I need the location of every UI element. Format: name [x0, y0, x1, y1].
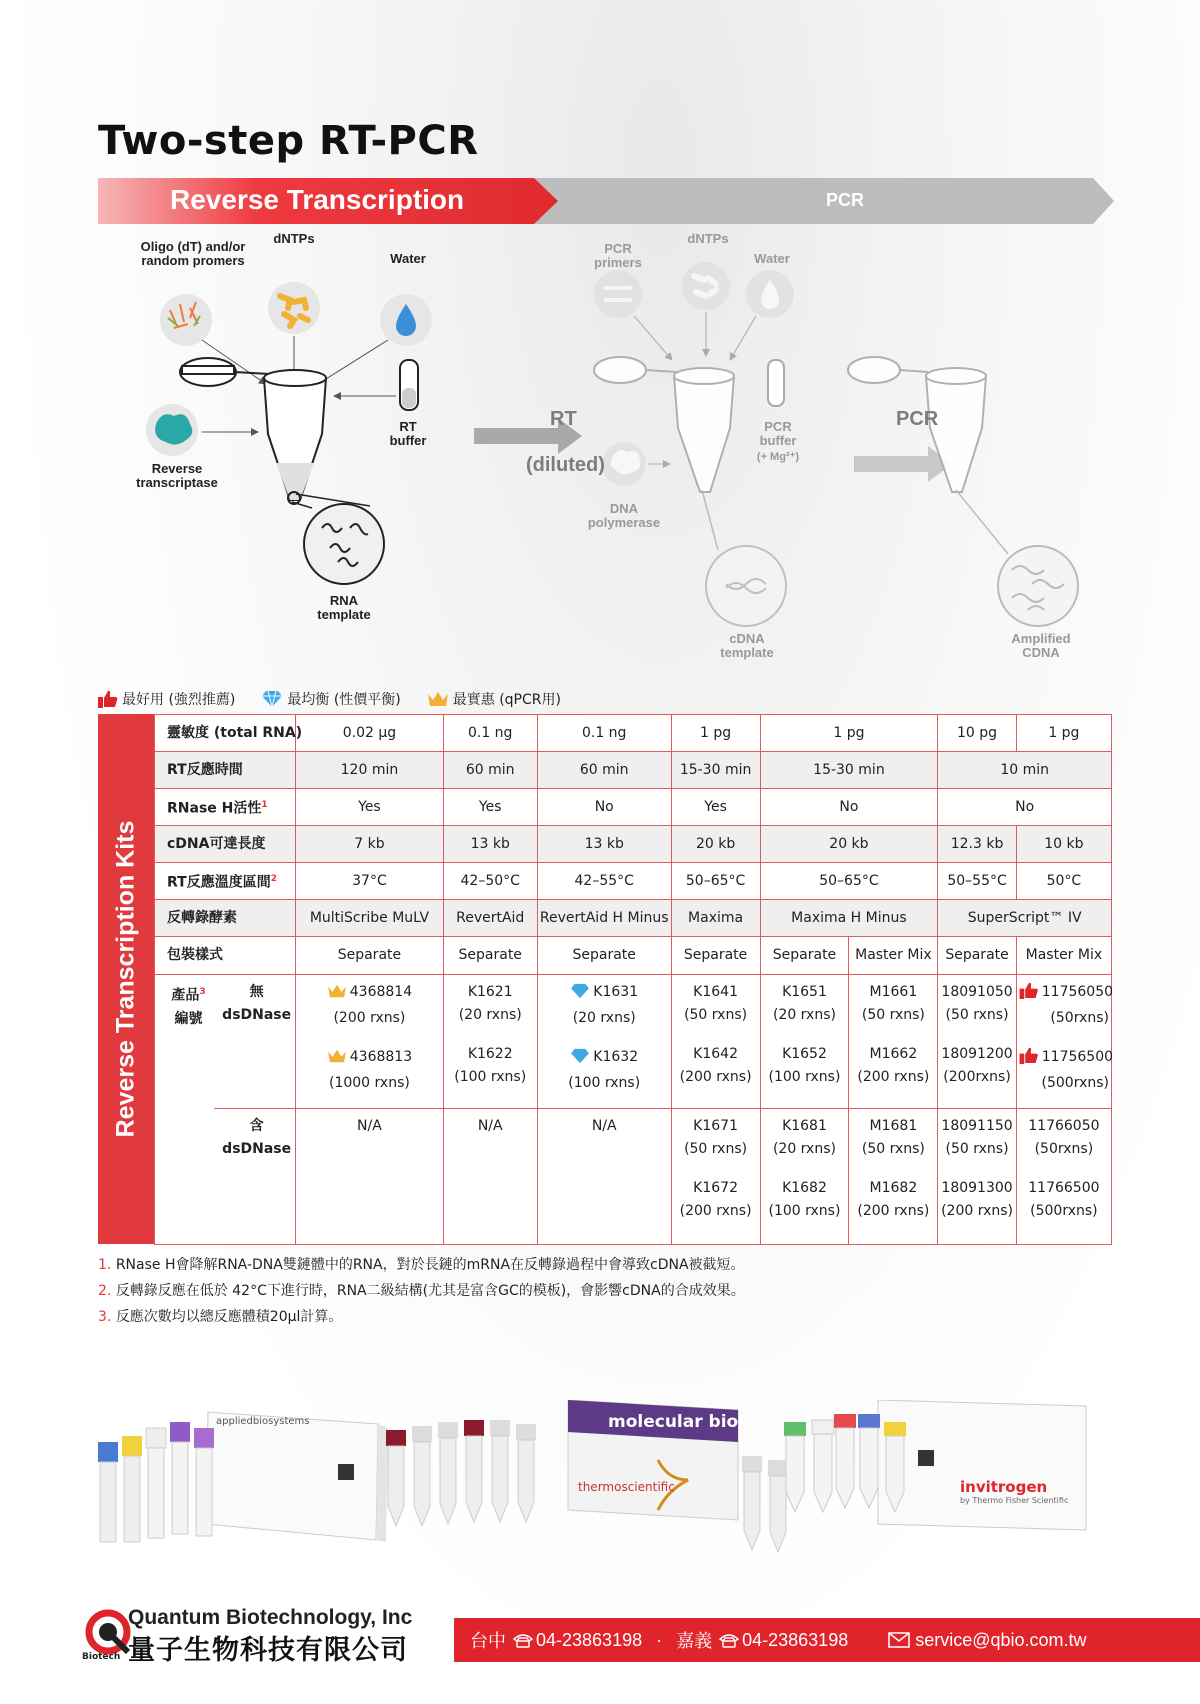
with-dnase-label-text: 含	[249, 1118, 264, 1134]
with-dnase-label-text2: dsDNase	[222, 1141, 292, 1157]
catalog-number: K1632	[593, 1049, 639, 1065]
rxns: (200 rxns)	[941, 1203, 1014, 1219]
contact-taichung	[470, 1627, 642, 1653]
catalog-number: 4368813	[349, 1049, 413, 1065]
rxns: (20 rxns)	[772, 1007, 836, 1023]
rxns: (20 rxns)	[772, 1141, 836, 1157]
cell: 20 kb	[671, 826, 760, 863]
cdna-zoom-circle	[706, 546, 786, 626]
legend-value	[427, 689, 561, 709]
crown-icon	[327, 983, 347, 999]
no-dnase-label	[214, 975, 296, 1109]
phone-icon	[718, 1631, 740, 1649]
cell: Maxima	[671, 900, 760, 937]
cell: Master Mix	[1016, 937, 1111, 975]
phone-icon	[512, 1631, 534, 1649]
row-no-dnase	[155, 975, 1112, 1109]
no-dnase-label-text: 無	[249, 984, 264, 1000]
rt-arrow-label: RT	[550, 408, 577, 430]
contact-chiayi	[676, 1627, 848, 1653]
row-sensitivity	[155, 715, 1112, 752]
city-label: 台中	[470, 1631, 506, 1651]
rxns: (50 rxns)	[945, 1007, 1009, 1023]
pcr-water-icon	[746, 270, 794, 318]
rxns: (1000 rxns)	[329, 1075, 410, 1091]
catalog-number: 11766500	[1028, 1180, 1100, 1196]
time-label: RT反應時間	[155, 752, 296, 789]
page-title: Two-step RT-PCR	[98, 118, 479, 164]
cell: 15-30 min	[760, 752, 938, 789]
product-brand-3: invitrogen	[960, 1478, 1048, 1496]
banner-pcr-label: PCR	[826, 190, 865, 210]
sensitivity-label: 靈敏度 (total RNA)	[155, 715, 296, 752]
contact-email	[888, 1630, 1086, 1651]
catalog-number: K1621	[467, 984, 513, 1000]
rxns: (500rxns)	[1030, 1203, 1098, 1219]
cell	[671, 975, 760, 1109]
catalog-number: 18091150	[941, 1118, 1013, 1134]
row-temp	[155, 863, 1112, 900]
thumbs-up-icon	[1019, 982, 1039, 999]
amplified-zoom-circle	[998, 546, 1078, 626]
row-rnaseh	[155, 789, 1112, 826]
footnotes	[98, 1252, 745, 1330]
catalog-number: K1631	[593, 984, 639, 1000]
process-banner	[98, 178, 1114, 224]
catalog-number: 11756500	[1041, 1049, 1114, 1065]
catalog-number: K1681	[782, 1118, 827, 1134]
rxns: (200 rxns)	[857, 1069, 930, 1085]
catalog-number: 11756050	[1041, 984, 1114, 1000]
catalog-number: N/A	[591, 1118, 617, 1134]
legend-best-label: 最好用 (強烈推薦)	[122, 692, 236, 708]
rxns: (50rxns)	[1034, 1141, 1094, 1157]
phone-number[interactable]: 04-23863198	[536, 1629, 643, 1650]
cell	[296, 975, 443, 1109]
catalog-number: 11766050	[1028, 1118, 1100, 1134]
catalog-number: M1682	[869, 1180, 918, 1196]
label-rna-template: RNA template	[317, 593, 371, 622]
diagram-graphics	[98, 238, 1118, 668]
mail-icon	[888, 1632, 910, 1648]
cell: Separate	[938, 937, 1016, 975]
cell: Master Mix	[849, 937, 938, 975]
cell: Yes	[443, 789, 537, 826]
product-maker-2: thermoscientific	[578, 1480, 675, 1494]
label-rt-buffer: RT buffer	[389, 419, 427, 448]
product-label-text: 產品	[171, 987, 200, 1004]
oligo-icon	[160, 294, 212, 346]
label-dna-polymerase: DNA polymerase	[587, 501, 661, 530]
cell: 0.02 µg	[296, 715, 443, 752]
catalog-number: K1642	[693, 1046, 738, 1062]
pcr-dntps-icon	[682, 262, 730, 310]
cell: Separate	[760, 937, 849, 975]
cell: No	[537, 789, 671, 826]
with-dnase-label	[214, 1109, 296, 1245]
footnote-text: 反轉錄反應在低於 42°C下進行時，RNA二級結構(尤其是富含GC的模板)，會影響cDNA的合成效果。	[115, 1283, 745, 1299]
cell	[1016, 1109, 1111, 1245]
rxns: (20 rxns)	[572, 1010, 636, 1026]
company-name-zh: 量子生物科技有限公司	[128, 1635, 408, 1666]
catalog-number: 18091050	[941, 984, 1013, 1000]
row-length	[155, 826, 1112, 863]
cell: Separate	[671, 937, 760, 975]
cell: 60 min	[537, 752, 671, 789]
rt-arrow-sub: (diluted)	[526, 454, 605, 476]
cell	[760, 1109, 849, 1245]
row-time	[155, 752, 1112, 789]
rt-buffer-tube	[400, 360, 418, 410]
catalog-number: M1681	[869, 1118, 918, 1134]
thumbs-up-icon	[1019, 1047, 1039, 1064]
label-pcr-buffer: PCR buffer	[759, 419, 797, 448]
label-pcr-water: Water	[754, 251, 790, 266]
legend-value-label: 最實惠 (qPCR用)	[452, 692, 561, 708]
separator: ·	[656, 1629, 663, 1650]
catalog-number: K1672	[693, 1180, 738, 1196]
cell	[760, 975, 849, 1109]
legend-balanced-label: 最均衡 (性價平衡)	[287, 692, 401, 708]
rxns: (20 rxns)	[458, 1007, 522, 1023]
label-water: Water	[390, 251, 426, 266]
catalog-number: K1652	[782, 1046, 827, 1062]
cell: 0.1 ng	[537, 715, 671, 752]
catalog-number: M1661	[869, 984, 918, 1000]
catalog-number: K1651	[782, 984, 827, 1000]
product-label-text2: 編號	[174, 1010, 203, 1027]
footnote-num: 2.	[98, 1283, 112, 1299]
rxns: (100 rxns)	[768, 1069, 841, 1085]
water-icon	[380, 294, 432, 346]
enzyme-label: 反轉錄酵素	[155, 900, 296, 937]
cell: 10 kb	[1016, 826, 1111, 863]
cell: Separate	[443, 937, 537, 975]
cell: 20 kb	[760, 826, 938, 863]
footnote-text: 反應次數均以總反應體積20µl計算。	[115, 1309, 343, 1325]
cell: MultiScribe MuLV	[296, 900, 443, 937]
no-dnase-label-text2: dsDNase	[222, 1007, 292, 1023]
pcr-buffer-tube	[768, 360, 784, 406]
footnote-1	[98, 1252, 745, 1278]
cell: 1 pg	[760, 715, 938, 752]
row-with-dnase	[155, 1109, 1112, 1245]
temp-label	[155, 863, 296, 900]
rxns: (50 rxns)	[684, 1007, 748, 1023]
cell	[849, 1109, 938, 1245]
pcr-banner-arrow	[528, 178, 1114, 224]
cell	[296, 1109, 443, 1245]
catalog-number: K1682	[782, 1180, 827, 1196]
cell	[849, 975, 938, 1109]
cell: 42–55°C	[537, 863, 671, 900]
catalog-number: N/A	[477, 1118, 503, 1134]
label-oligo: Oligo (dT) and/or random promers	[140, 239, 246, 268]
label-reverse-transcriptase: Reverse transcriptase	[136, 461, 218, 490]
crown-icon	[427, 690, 449, 708]
product-box-3	[878, 1400, 1086, 1530]
cell: 50–55°C	[938, 863, 1016, 900]
catalog-number: K1622	[467, 1046, 513, 1062]
cell: 12.3 kb	[938, 826, 1016, 863]
product-tubes-1	[98, 1422, 214, 1542]
product-sub-3: by Thermo Fisher Scientific	[960, 1496, 1069, 1505]
cell: Maxima H Minus	[760, 900, 938, 937]
cell: RevertAid H Minus	[537, 900, 671, 937]
rxns: (50 rxns)	[684, 1141, 748, 1157]
cell: 60 min	[443, 752, 537, 789]
product-label	[155, 975, 215, 1109]
cell: 50–65°C	[760, 863, 938, 900]
diamond-icon	[570, 1048, 590, 1064]
rxns: (200 rxns)	[679, 1203, 752, 1219]
row-format	[155, 937, 1112, 975]
cell: 15-30 min	[671, 752, 760, 789]
pcr-primers-icon	[594, 270, 642, 318]
kit-comparison	[98, 714, 1112, 1244]
product-photos	[98, 1400, 1118, 1580]
catalog-number: K1641	[693, 984, 738, 1000]
catalog-number: 18091300	[941, 1180, 1013, 1196]
cell	[671, 1109, 760, 1245]
diamond-icon	[570, 983, 590, 999]
rna-zoom-circle	[304, 504, 384, 584]
cell: Yes	[296, 789, 443, 826]
footnote-num: 3.	[98, 1309, 112, 1325]
legend-balanced	[261, 689, 400, 709]
catalog-number: K1671	[693, 1118, 738, 1134]
diamond-icon	[261, 690, 283, 708]
rxns: (50rxns)	[1050, 1010, 1109, 1026]
rxns: (100 rxns)	[454, 1069, 527, 1085]
phone-number[interactable]: 04-23863198	[742, 1629, 849, 1650]
dna-polymerase-icon	[602, 442, 646, 486]
cell: 120 min	[296, 752, 443, 789]
banner-rt-label: Reverse Transcription	[170, 184, 465, 215]
product-brand-1: appliedbiosystems	[216, 1416, 310, 1427]
format-label: 包裝樣式	[155, 937, 296, 975]
footnote-marker: 3	[199, 987, 206, 997]
cell	[938, 975, 1016, 1109]
dntps-icon	[268, 282, 320, 334]
cell	[537, 1109, 671, 1245]
footnote-marker: 2	[270, 873, 277, 884]
label-dntps: dNTPs	[273, 231, 315, 246]
rxns: (50 rxns)	[861, 1141, 925, 1157]
reverse-transcriptase-icon	[146, 404, 198, 456]
email-link[interactable]: service@qbio.com.tw	[915, 1629, 1087, 1650]
length-label: cDNA可達長度	[155, 826, 296, 863]
label-pcr-buffer-sub: (+ Mg²⁺)	[756, 451, 800, 463]
product-label-spacer	[155, 1109, 215, 1245]
cell: 50°C	[1016, 863, 1111, 900]
footnote-text: RNase H會降解RNA-DNA雙鏈體中的RNA，對於長鏈的mRNA在反轉錄過程中會導致cDNA被截短。	[115, 1257, 745, 1273]
legend-best	[98, 689, 235, 709]
thumbs-up-icon	[98, 690, 118, 708]
label-cdna-template: cDNA template	[720, 631, 774, 660]
cell: RevertAid	[443, 900, 537, 937]
rnaseh-label-text: RNase H活性	[167, 800, 262, 817]
biotech-tag: Biotech	[82, 1652, 121, 1662]
cell	[1016, 975, 1114, 1109]
rxns: (100 rxns)	[568, 1075, 641, 1091]
label-pcr-primers: PCR primers	[594, 241, 642, 270]
cell	[443, 975, 537, 1109]
footnote-2	[98, 1278, 745, 1304]
cell	[938, 1109, 1016, 1245]
cell: Separate	[296, 937, 443, 975]
catalog-number: N/A	[357, 1118, 382, 1134]
rxns: (50 rxns)	[945, 1141, 1009, 1157]
cell: No	[938, 789, 1112, 826]
cell: SuperScript™ IV	[938, 900, 1112, 937]
catalog-number: 18091200	[941, 1046, 1013, 1062]
footnote-3	[98, 1304, 745, 1330]
qbio-logo-icon	[84, 1608, 132, 1656]
cell: 50–65°C	[671, 863, 760, 900]
row-enzyme	[155, 900, 1112, 937]
cell: 0.1 ng	[443, 715, 537, 752]
cell: 42–50°C	[443, 863, 537, 900]
rxns: (200rxns)	[943, 1069, 1011, 1085]
cell: 13 kb	[537, 826, 671, 863]
pcr-arrow-label: PCR	[896, 408, 939, 430]
rnaseh-label	[155, 789, 296, 826]
side-title: Reverse Transcription Kits	[111, 820, 140, 1138]
footnote-num: 1.	[98, 1257, 112, 1273]
rt-pcr-diagram	[98, 231, 1118, 668]
temp-label-text: RT反應溫度區間	[167, 874, 271, 891]
catalog-number: 4368814	[349, 984, 413, 1000]
cell: Separate	[537, 937, 671, 975]
catalog-number: M1662	[869, 1046, 918, 1062]
cell: 13 kb	[443, 826, 537, 863]
cell: 10 pg	[938, 715, 1016, 752]
cell	[443, 1109, 537, 1245]
kit-table	[154, 714, 1112, 1245]
label-pcr-dntps: dNTPs	[687, 231, 729, 246]
rxns: (200 rxns)	[333, 1010, 406, 1026]
cell: Yes	[671, 789, 760, 826]
rxns: (500rxns)	[1041, 1075, 1109, 1091]
footnote-marker: 1	[261, 799, 268, 810]
cell	[537, 975, 671, 1109]
rxns: (100 rxns)	[768, 1203, 841, 1219]
crown-icon	[327, 1048, 347, 1064]
cell: 1 pg	[671, 715, 760, 752]
company-name-en: Quantum Biotechnology, Inc	[128, 1606, 413, 1629]
cell: 1 pg	[1016, 715, 1111, 752]
product-box-1	[206, 1412, 388, 1542]
cell: 37°C	[296, 863, 443, 900]
rxns: (200 rxns)	[679, 1069, 752, 1085]
contact-bar	[454, 1618, 1200, 1662]
cell: 7 kb	[296, 826, 443, 863]
rxns: (200 rxns)	[857, 1203, 930, 1219]
cell: 10 min	[938, 752, 1112, 789]
cell: No	[760, 789, 938, 826]
side-band	[98, 714, 154, 1244]
legend	[98, 688, 587, 710]
city-label: 嘉義	[676, 1631, 713, 1651]
product-brand-2: molecular biology	[608, 1412, 779, 1432]
label-amplified: Amplified CDNA	[1011, 631, 1071, 660]
rxns: (50 rxns)	[861, 1007, 925, 1023]
